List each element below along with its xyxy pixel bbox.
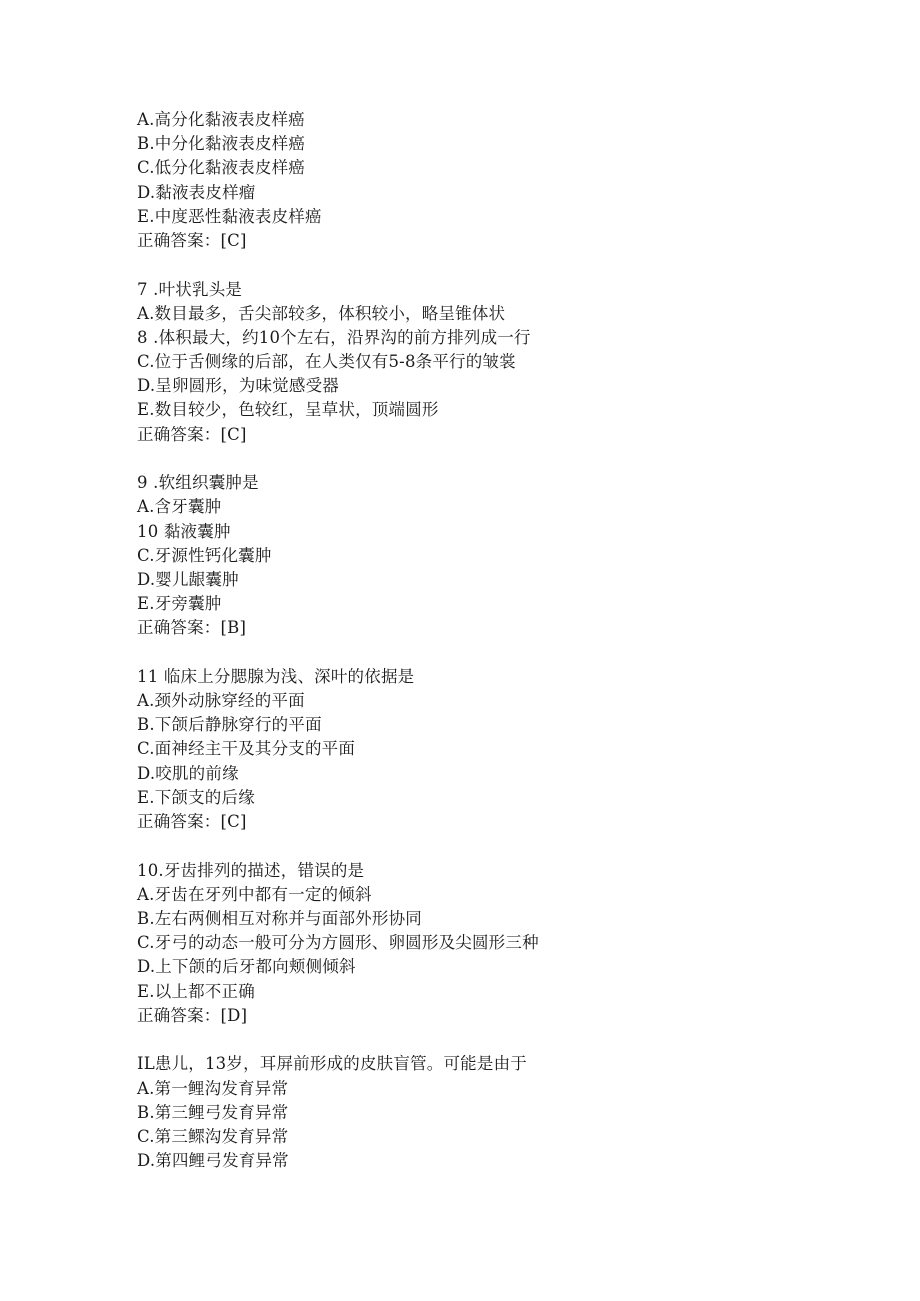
question-stem: 11 临床上分腮腺为浅、深叶的依据是 <box>137 666 415 686</box>
option-a: A.颈外动脉穿经的平面 <box>137 691 305 711</box>
option-c: C.低分化黏液表皮样癌 <box>137 158 305 178</box>
question-stem: 10.牙齿排列的描述，错误的是 <box>137 860 365 880</box>
option-e: E.数目较少，色较红，呈草状，顶端圆形 <box>137 400 439 420</box>
correct-answer: 正确答案：[C] <box>137 424 247 444</box>
option-e: E.以上都不正确 <box>137 981 255 1001</box>
option-a: A.牙齿在牙列中都有一定的倾斜 <box>137 884 372 904</box>
option-b: B.中分化黏液表皮样癌 <box>137 134 306 154</box>
question-block <box>137 278 837 447</box>
correct-answer: 正确答案：[C] <box>137 812 247 832</box>
question-stem: 9 .软组织囊肿是 <box>137 473 259 493</box>
option-c: C.牙源性钙化囊肿 <box>137 545 272 565</box>
question-block <box>137 471 837 640</box>
correct-answer: 正确答案：[D] <box>137 1005 248 1025</box>
document-page <box>137 108 837 1198</box>
option-e: E.中度恶性黏液表皮样癌 <box>137 206 322 226</box>
correct-answer: 正确答案：[B] <box>137 618 247 638</box>
question-block <box>137 665 837 834</box>
option-b: 10 黏液囊肿 <box>137 521 231 541</box>
option-a: A.数目最多，舌尖部较多，体积较小，略呈锥体状 <box>137 303 506 323</box>
option-d: D.上下颌的后牙都向颊侧倾斜 <box>137 957 356 977</box>
question-block <box>137 859 837 1028</box>
option-b: B.左右两侧相互对称并与面部外形协同 <box>137 909 422 928</box>
question-block <box>137 108 837 253</box>
option-d: D.婴儿龈囊肿 <box>137 569 239 589</box>
option-a: A.含牙囊肿 <box>137 497 222 517</box>
option-d: D.呈卵圆形，为味觉感受器 <box>137 376 339 396</box>
question-block <box>137 1052 837 1173</box>
question-stem: IL患儿，13岁，耳屏前形成的皮肤盲管。可能是由于 <box>137 1054 527 1074</box>
question-stem: 7 .叶状乳头是 <box>137 279 243 299</box>
option-c: C.牙弓的动态一般可分为方圆形、卵圆形及尖圆形三种 <box>137 933 539 953</box>
option-b: B.第三鲤弓发育异常 <box>137 1102 289 1122</box>
correct-answer: 正确答案：[C] <box>137 230 247 250</box>
option-d: D.黏液表皮样瘤 <box>137 182 256 202</box>
option-c: C.第三鳏沟发育异常 <box>137 1126 289 1146</box>
option-b: B.下颌后静脉穿行的平面 <box>137 715 322 735</box>
option-c: C.位于舌侧缘的后部，在人类仅有5-8条平行的皱裳 <box>137 352 516 372</box>
option-c: C.面神经主干及其分支的平面 <box>137 739 356 759</box>
option-d: D.咬肌的前缘 <box>137 763 239 783</box>
option-a: A.高分化黏液表皮样癌 <box>137 110 305 129</box>
option-d: D.第四鲤弓发育异常 <box>137 1151 289 1171</box>
option-b: 8 .体积最大，约10个左右，沿界沟的前方排列成一行 <box>137 327 531 347</box>
option-e: E.下颌支的后缘 <box>137 787 255 807</box>
option-e: E.牙旁囊肿 <box>137 594 222 614</box>
option-a: A.第一鲤沟发育异常 <box>137 1078 289 1098</box>
